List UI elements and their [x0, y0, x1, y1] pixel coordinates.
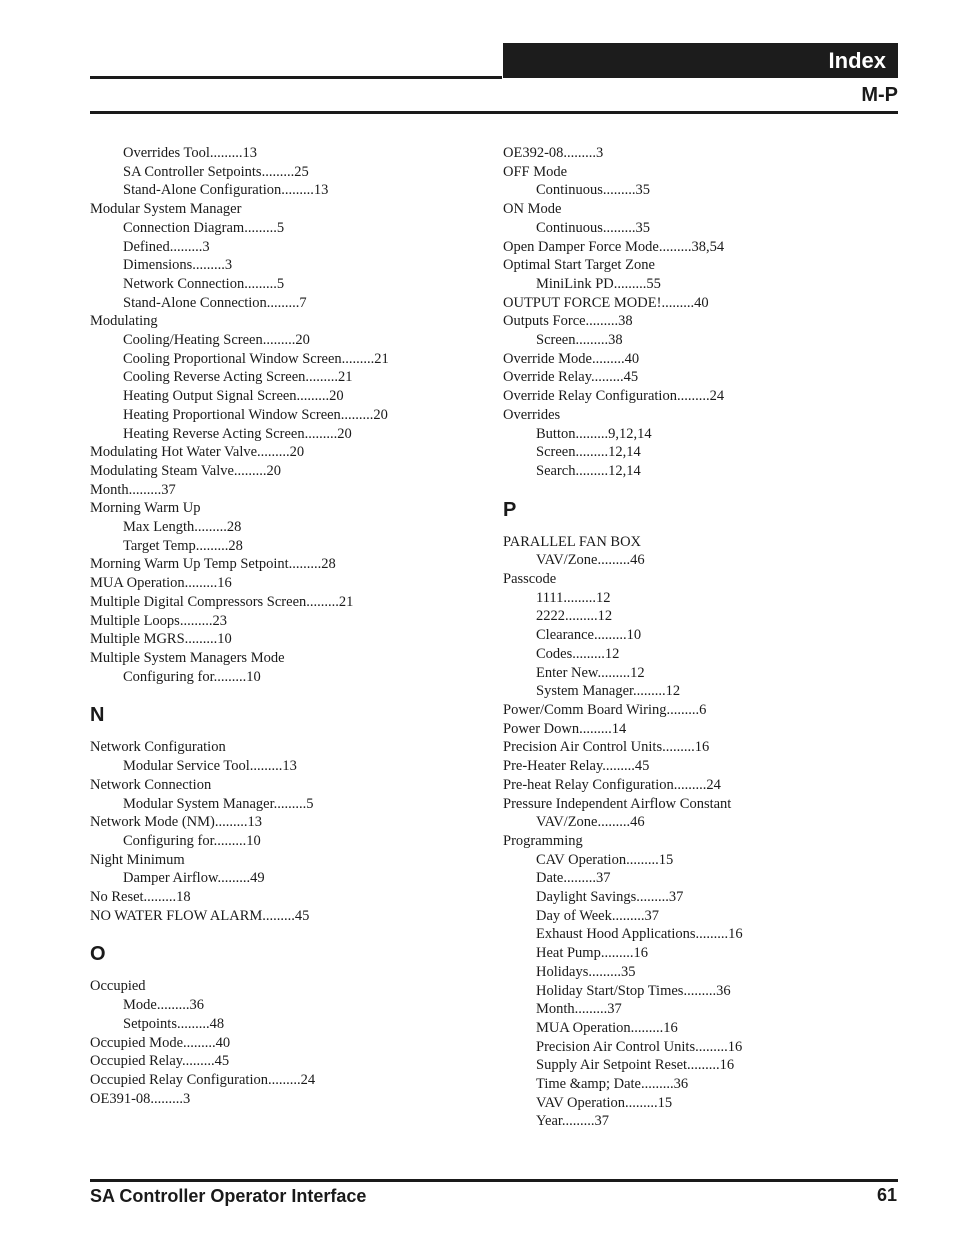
index-subentry: Target Temp.........28: [123, 537, 243, 554]
index-subentry: CAV Operation.........15: [536, 851, 674, 868]
index-entry: Occupied Mode.........40: [90, 1034, 231, 1051]
index-entry: ON Mode: [503, 201, 562, 218]
index-subentry: Heating Output Signal Screen.........20: [123, 388, 344, 405]
index-entry: Month.........37: [90, 481, 176, 498]
index-subentry: Day of Week.........37: [536, 907, 659, 924]
index-subentry: Mode.........36: [123, 997, 204, 1014]
header-divider: [90, 111, 898, 114]
index-entry: Network Mode (NM).........13: [90, 814, 262, 831]
index-subentry: Connection Diagram.........5: [123, 219, 285, 236]
index-subentry: VAV/Zone.........46: [536, 814, 645, 831]
index-entry: Modulating: [90, 313, 158, 330]
index-entry: No Reset.........18: [90, 889, 191, 906]
index-subentry: Month.........37: [536, 1001, 622, 1018]
index-subentry: Screen.........12,14: [536, 444, 641, 461]
index-entry: Morning Warm Up: [90, 500, 201, 517]
index-entry: Morning Warm Up Temp Setpoint.........28: [90, 556, 336, 573]
letter-heading: N: [90, 704, 105, 727]
index-entry: Pre-Heater Relay.........45: [503, 758, 650, 775]
index-entry: MUA Operation.........16: [90, 575, 232, 592]
letter-heading: P: [503, 498, 517, 521]
index-entry: Multiple Loops.........23: [90, 612, 227, 629]
index-subentry: Time &amp; Date.........36: [536, 1076, 689, 1093]
index-subentry: Precision Air Control Units.........16: [536, 1038, 743, 1055]
index-entry: PARALLEL FAN BOX: [503, 533, 642, 550]
index-entry: Network Configuration: [90, 739, 226, 756]
index-subentry: Modular Service Tool.........13: [123, 758, 297, 775]
index-subentry: Holidays.........35: [536, 963, 636, 980]
index-entry: Modular System Manager: [90, 201, 242, 218]
index-subentry: MUA Operation.........16: [536, 1019, 678, 1036]
index-entry: Override Relay.........45: [503, 369, 639, 386]
index-entry: Override Relay Configuration.........24: [503, 388, 725, 405]
header-rule: [90, 76, 502, 79]
index-subentry: Cooling Reverse Acting Screen.........21: [123, 369, 353, 386]
index-entry: Power/Comm Board Wiring.........6: [503, 701, 707, 718]
index-entry: Overrides: [503, 406, 561, 423]
index-subentry: Daylight Savings.........37: [536, 889, 684, 906]
index-entry: NO WATER FLOW ALARM.........45: [90, 907, 310, 924]
index-subentry: Holiday Start/Stop Times.........36: [536, 982, 731, 999]
index-subentry: Continuous.........35: [536, 182, 650, 199]
index-entry: Override Mode.........40: [503, 350, 640, 367]
index-entry: Open Damper Force Mode.........38,54: [503, 238, 725, 255]
index-subentry: Continuous.........35: [536, 219, 650, 236]
index-subentry: Max Length.........28: [123, 519, 242, 536]
index-entry: Occupied: [90, 978, 146, 995]
footer-title: SA Controller Operator Interface: [90, 1186, 367, 1206]
index-column-left: [90, 144, 490, 1108]
index-entry: Passcode: [503, 571, 557, 588]
index-subentry: Screen.........38: [536, 332, 623, 349]
index-subentry: Heat Pump.........16: [536, 945, 648, 962]
index-entry: Night Minimum: [90, 851, 185, 868]
section-header: [503, 43, 898, 78]
index-subentry: Heating Proportional Window Screen.........20: [123, 406, 388, 423]
index-subentry: Damper Airflow.........49: [123, 870, 265, 887]
index-subentry: 2222.........12: [536, 608, 613, 625]
index-subentry: Codes.........12: [536, 645, 620, 662]
footer-divider: [90, 1179, 898, 1182]
index-range: M-P: [861, 84, 898, 106]
index-subentry: Stand-Alone Connection.........7: [123, 294, 307, 311]
section-title: Index: [828, 47, 886, 73]
index-entry: Modulating Hot Water Valve.........20: [90, 444, 305, 461]
index-subentry: Setpoints.........48: [123, 1015, 225, 1032]
index-entry: Multiple Digital Compressors Screen.........21: [90, 593, 354, 610]
index-subentry: Dimensions.........3: [123, 257, 233, 274]
index-subentry: Cooling Proportional Window Screen.........21: [123, 350, 389, 367]
index-subentry: Exhaust Hood Applications.........16: [536, 926, 743, 943]
index-subentry: Network Connection.........5: [123, 275, 285, 292]
index-entry: Precision Air Control Units.........16: [503, 739, 710, 756]
index-subentry: MiniLink PD.........55: [536, 275, 661, 292]
index-subentry: Clearance.........10: [536, 627, 642, 644]
letter-heading: O: [90, 943, 106, 966]
index-entry: OUTPUT FORCE MODE!.........40: [503, 294, 709, 311]
page-number: 61: [876, 1185, 897, 1205]
index-entry: Optimal Start Target Zone: [503, 257, 655, 274]
index-subentry: Date.........37: [536, 870, 611, 887]
index-entry: Multiple MGRS.........10: [90, 631, 232, 648]
index-entry: Pre-heat Relay Configuration.........24: [503, 776, 721, 793]
index-entry: Occupied Relay.........45: [90, 1053, 230, 1070]
index-subentry: VAV Operation.........15: [536, 1094, 673, 1111]
index-entry: OE391-08.........3: [90, 1090, 191, 1107]
index-subentry: Heating Reverse Acting Screen.........20: [123, 425, 352, 442]
index-subentry: Overrides Tool.........13: [123, 145, 258, 161]
index-entry: Multiple System Managers Mode: [90, 649, 285, 666]
index-subentry: Enter New.........12: [536, 664, 645, 681]
index-subentry: Button.........9,12,14: [536, 425, 652, 442]
index-subentry: SA Controller Setpoints.........25: [123, 163, 309, 180]
index-subentry: System Manager.........12: [536, 683, 681, 700]
index-entry: Programming: [503, 832, 583, 849]
index-entry: Outputs Force.........38: [503, 313, 633, 330]
index-entry: Power Down.........14: [503, 720, 627, 737]
index-subentry: Configuring for.........10: [123, 832, 261, 849]
index-subentry: Supply Air Setpoint Reset.........16: [536, 1057, 735, 1074]
index-entry: Pressure Independent Airflow Constant: [503, 795, 732, 812]
index-subentry: Defined.........3: [123, 238, 210, 255]
index-column-right: [503, 144, 898, 1131]
index-subentry: Stand-Alone Configuration.........13: [123, 182, 329, 199]
index-entry: OE392-08.........3: [503, 145, 604, 161]
index-entry: Network Connection: [90, 776, 212, 793]
index-subentry: Modular System Manager.........5: [123, 795, 314, 812]
index-subentry: 1111.........12: [536, 589, 611, 606]
index-subentry: VAV/Zone.........46: [536, 552, 645, 569]
index-subentry: Configuring for.........10: [123, 668, 261, 685]
index-entry: Modulating Steam Valve.........20: [90, 462, 282, 479]
index-subentry: Year.........37: [536, 1113, 610, 1130]
index-entry: OFF Mode: [503, 163, 568, 180]
index-subentry: Search.........12,14: [536, 462, 641, 479]
index-entry: Occupied Relay Configuration.........24: [90, 1071, 316, 1088]
index-subentry: Cooling/Heating Screen.........20: [123, 332, 310, 349]
